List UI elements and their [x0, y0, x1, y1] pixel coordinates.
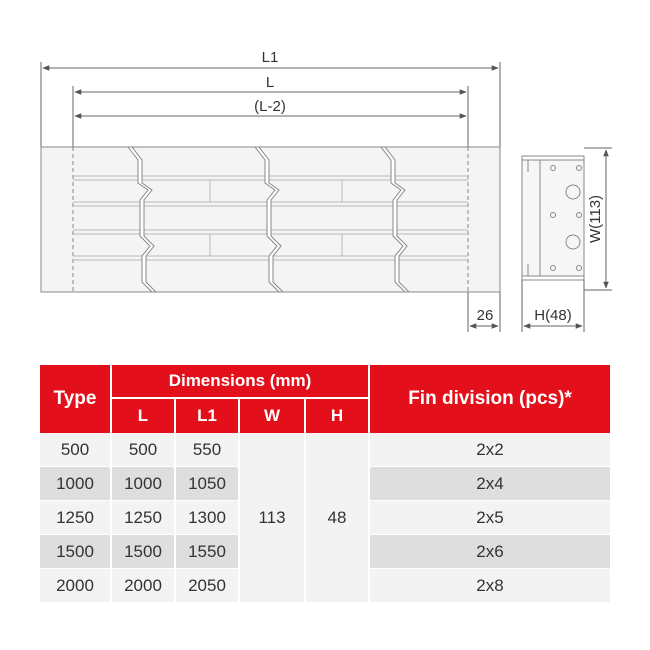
header-l: L [112, 397, 174, 433]
cell-fins: 2x2 [370, 433, 610, 467]
cell-l1: 1550 [176, 535, 238, 569]
depth-label: 26 [476, 307, 494, 324]
cell-type: 500 [40, 433, 110, 467]
header-type: Type [40, 365, 110, 433]
header-w: W [240, 397, 304, 433]
cell-l1: 1050 [176, 467, 238, 501]
cell-type: 1250 [40, 501, 110, 535]
heater-top-view [41, 147, 500, 292]
cell-l: 1000 [112, 467, 174, 501]
header-h: H [306, 397, 368, 433]
cell-l1: 1300 [176, 501, 238, 535]
cell-l: 1250 [112, 501, 174, 535]
cell-l1: 550 [176, 433, 238, 467]
l1-label: L1 [261, 49, 279, 66]
cell-type: 1500 [40, 535, 110, 569]
cell-l1: 2050 [176, 569, 238, 603]
cell-fins: 2x4 [370, 467, 610, 501]
height-label: H(48) [534, 307, 572, 324]
cell-fins: 2x6 [370, 535, 610, 569]
heater-side-view [522, 156, 584, 280]
cell-type: 1000 [40, 467, 110, 501]
cell-l: 2000 [112, 569, 174, 603]
cell-type: 2000 [40, 569, 110, 603]
height-dimension [522, 280, 584, 332]
header-dimensions: Dimensions (mm) [112, 365, 368, 397]
cell-fins: 2x5 [370, 501, 610, 535]
l-label: L [265, 74, 275, 91]
header-l1: L1 [176, 397, 238, 433]
table-row [40, 433, 610, 467]
cell-l: 1500 [112, 535, 174, 569]
header-fin-division: Fin division (pcs)* [370, 365, 610, 433]
cell-l: 500 [112, 433, 174, 467]
cell-h: 48 [306, 433, 368, 603]
cell-w: 113 [240, 433, 304, 603]
l2-label: (L-2) [254, 98, 286, 115]
cell-fins: 2x8 [370, 569, 610, 603]
width-label: W(113) [587, 194, 604, 244]
specification-table [38, 365, 612, 603]
